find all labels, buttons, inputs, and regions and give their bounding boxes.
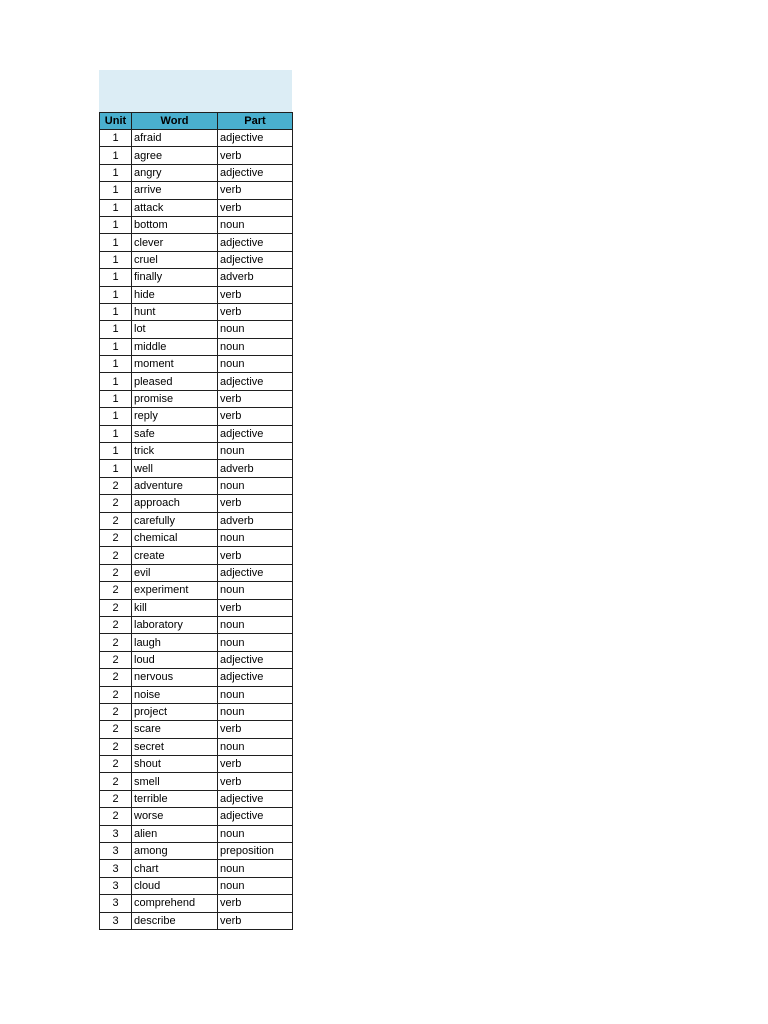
cell-part: verb <box>218 408 293 425</box>
table-row <box>100 286 293 303</box>
cell-part: verb <box>218 286 293 303</box>
cell-unit: 1 <box>100 303 132 320</box>
cell-word: cloud <box>132 877 218 894</box>
table-row <box>100 164 293 181</box>
cell-word: shout <box>132 756 218 773</box>
cell-unit: 1 <box>100 286 132 303</box>
cell-word: afraid <box>132 130 218 147</box>
table-row <box>100 634 293 651</box>
table-row <box>100 251 293 268</box>
cell-unit: 2 <box>100 686 132 703</box>
table-row <box>100 756 293 773</box>
cell-unit: 1 <box>100 338 132 355</box>
cell-part: verb <box>218 756 293 773</box>
table-row <box>100 825 293 842</box>
cell-word: safe <box>132 425 218 442</box>
table-row <box>100 182 293 199</box>
cell-part: adverb <box>218 269 293 286</box>
cell-part: noun <box>218 616 293 633</box>
cell-word: alien <box>132 825 218 842</box>
cell-part: adjective <box>218 130 293 147</box>
cell-word: angry <box>132 164 218 181</box>
cell-word: worse <box>132 808 218 825</box>
table-row <box>100 234 293 251</box>
table-row <box>100 338 293 355</box>
cell-unit: 1 <box>100 182 132 199</box>
cell-part: adjective <box>218 234 293 251</box>
cell-unit: 1 <box>100 164 132 181</box>
cell-unit: 3 <box>100 877 132 894</box>
cell-unit: 2 <box>100 773 132 790</box>
cell-part: adverb <box>218 460 293 477</box>
table-row <box>100 460 293 477</box>
table-row <box>100 390 293 407</box>
cell-word: finally <box>132 269 218 286</box>
cell-part: verb <box>218 599 293 616</box>
table-row <box>100 895 293 912</box>
cell-unit: 1 <box>100 373 132 390</box>
cell-part: verb <box>218 895 293 912</box>
cell-part: adjective <box>218 808 293 825</box>
table-row <box>100 130 293 147</box>
table-row <box>100 808 293 825</box>
cell-word: attack <box>132 199 218 216</box>
cell-part: verb <box>218 912 293 929</box>
cell-unit: 1 <box>100 356 132 373</box>
table-row <box>100 512 293 529</box>
cell-unit: 2 <box>100 582 132 599</box>
table-row <box>100 582 293 599</box>
cell-unit: 3 <box>100 912 132 929</box>
cell-part: noun <box>218 582 293 599</box>
cell-unit: 2 <box>100 564 132 581</box>
cell-unit: 1 <box>100 199 132 216</box>
cell-part: noun <box>218 703 293 720</box>
title-band <box>99 70 292 112</box>
cell-word: laboratory <box>132 616 218 633</box>
cell-part: adjective <box>218 564 293 581</box>
cell-word: describe <box>132 912 218 929</box>
table-row <box>100 843 293 860</box>
table-row <box>100 651 293 668</box>
cell-word: promise <box>132 390 218 407</box>
cell-part: noun <box>218 860 293 877</box>
cell-part: verb <box>218 721 293 738</box>
cell-unit: 1 <box>100 234 132 251</box>
cell-part: verb <box>218 773 293 790</box>
cell-word: middle <box>132 338 218 355</box>
table-row <box>100 425 293 442</box>
cell-unit: 1 <box>100 251 132 268</box>
cell-unit: 1 <box>100 390 132 407</box>
table-row <box>100 790 293 807</box>
cell-part: noun <box>218 321 293 338</box>
cell-word: secret <box>132 738 218 755</box>
table-row <box>100 738 293 755</box>
cell-word: moment <box>132 356 218 373</box>
cell-part: noun <box>218 338 293 355</box>
table-row <box>100 529 293 546</box>
cell-word: evil <box>132 564 218 581</box>
header-part: Part <box>218 113 293 130</box>
cell-unit: 2 <box>100 495 132 512</box>
cell-word: create <box>132 547 218 564</box>
cell-part: verb <box>218 147 293 164</box>
table-row <box>100 443 293 460</box>
cell-unit: 1 <box>100 408 132 425</box>
table-row <box>100 321 293 338</box>
cell-word: trick <box>132 443 218 460</box>
table-row <box>100 199 293 216</box>
cell-unit: 2 <box>100 651 132 668</box>
header-unit: Unit <box>100 113 132 130</box>
table-row <box>100 721 293 738</box>
cell-part: noun <box>218 477 293 494</box>
cell-unit: 3 <box>100 825 132 842</box>
cell-word: well <box>132 460 218 477</box>
cell-part: verb <box>218 390 293 407</box>
cell-part: noun <box>218 686 293 703</box>
cell-part: adjective <box>218 164 293 181</box>
cell-unit: 2 <box>100 721 132 738</box>
cell-part: noun <box>218 738 293 755</box>
cell-unit: 2 <box>100 512 132 529</box>
cell-word: hide <box>132 286 218 303</box>
cell-word: kill <box>132 599 218 616</box>
cell-word: nervous <box>132 669 218 686</box>
cell-word: comprehend <box>132 895 218 912</box>
cell-unit: 2 <box>100 547 132 564</box>
table-row <box>100 269 293 286</box>
cell-unit: 2 <box>100 738 132 755</box>
cell-part: preposition <box>218 843 293 860</box>
cell-part: verb <box>218 495 293 512</box>
table-row <box>100 686 293 703</box>
table-row <box>100 912 293 929</box>
cell-part: verb <box>218 182 293 199</box>
cell-unit: 2 <box>100 790 132 807</box>
cell-part: noun <box>218 356 293 373</box>
cell-part: noun <box>218 529 293 546</box>
cell-word: cruel <box>132 251 218 268</box>
cell-unit: 2 <box>100 634 132 651</box>
cell-part: adverb <box>218 512 293 529</box>
cell-part: noun <box>218 877 293 894</box>
table-row <box>100 477 293 494</box>
cell-word: experiment <box>132 582 218 599</box>
table-row <box>100 547 293 564</box>
cell-unit: 1 <box>100 147 132 164</box>
cell-word: pleased <box>132 373 218 390</box>
cell-unit: 2 <box>100 477 132 494</box>
cell-unit: 1 <box>100 425 132 442</box>
cell-unit: 1 <box>100 130 132 147</box>
cell-word: arrive <box>132 182 218 199</box>
cell-unit: 1 <box>100 460 132 477</box>
cell-word: chemical <box>132 529 218 546</box>
table-row <box>100 408 293 425</box>
cell-part: verb <box>218 199 293 216</box>
table-row <box>100 147 293 164</box>
cell-word: terrible <box>132 790 218 807</box>
cell-unit: 2 <box>100 669 132 686</box>
table-row <box>100 303 293 320</box>
cell-word: project <box>132 703 218 720</box>
cell-unit: 2 <box>100 616 132 633</box>
cell-unit: 2 <box>100 529 132 546</box>
cell-unit: 3 <box>100 843 132 860</box>
table-header-row <box>100 113 293 130</box>
table-row <box>100 703 293 720</box>
cell-word: adventure <box>132 477 218 494</box>
cell-part: verb <box>218 547 293 564</box>
cell-unit: 1 <box>100 216 132 233</box>
cell-part: adjective <box>218 373 293 390</box>
cell-word: smell <box>132 773 218 790</box>
table-row <box>100 356 293 373</box>
cell-word: hunt <box>132 303 218 320</box>
cell-unit: 1 <box>100 321 132 338</box>
table-row <box>100 599 293 616</box>
cell-unit: 1 <box>100 443 132 460</box>
table-row <box>100 860 293 877</box>
table-row <box>100 669 293 686</box>
cell-part: noun <box>218 443 293 460</box>
cell-unit: 2 <box>100 756 132 773</box>
cell-part: verb <box>218 303 293 320</box>
table-row <box>100 616 293 633</box>
cell-unit: 1 <box>100 269 132 286</box>
cell-word: approach <box>132 495 218 512</box>
cell-part: adjective <box>218 425 293 442</box>
table-row <box>100 564 293 581</box>
cell-word: agree <box>132 147 218 164</box>
cell-part: adjective <box>218 651 293 668</box>
cell-unit: 2 <box>100 703 132 720</box>
cell-word: reply <box>132 408 218 425</box>
cell-part: noun <box>218 825 293 842</box>
vocabulary-table <box>99 112 293 930</box>
cell-part: adjective <box>218 251 293 268</box>
table-row <box>100 216 293 233</box>
cell-word: bottom <box>132 216 218 233</box>
cell-part: noun <box>218 634 293 651</box>
table-row <box>100 773 293 790</box>
cell-word: carefully <box>132 512 218 529</box>
cell-word: scare <box>132 721 218 738</box>
cell-part: adjective <box>218 669 293 686</box>
cell-part: adjective <box>218 790 293 807</box>
cell-unit: 3 <box>100 860 132 877</box>
cell-word: lot <box>132 321 218 338</box>
cell-word: noise <box>132 686 218 703</box>
cell-word: laugh <box>132 634 218 651</box>
cell-unit: 3 <box>100 895 132 912</box>
header-word: Word <box>132 113 218 130</box>
table-row <box>100 877 293 894</box>
cell-unit: 2 <box>100 808 132 825</box>
table-row <box>100 373 293 390</box>
cell-word: clever <box>132 234 218 251</box>
cell-unit: 2 <box>100 599 132 616</box>
table-row <box>100 495 293 512</box>
cell-word: loud <box>132 651 218 668</box>
cell-word: among <box>132 843 218 860</box>
cell-part: noun <box>218 216 293 233</box>
cell-word: chart <box>132 860 218 877</box>
